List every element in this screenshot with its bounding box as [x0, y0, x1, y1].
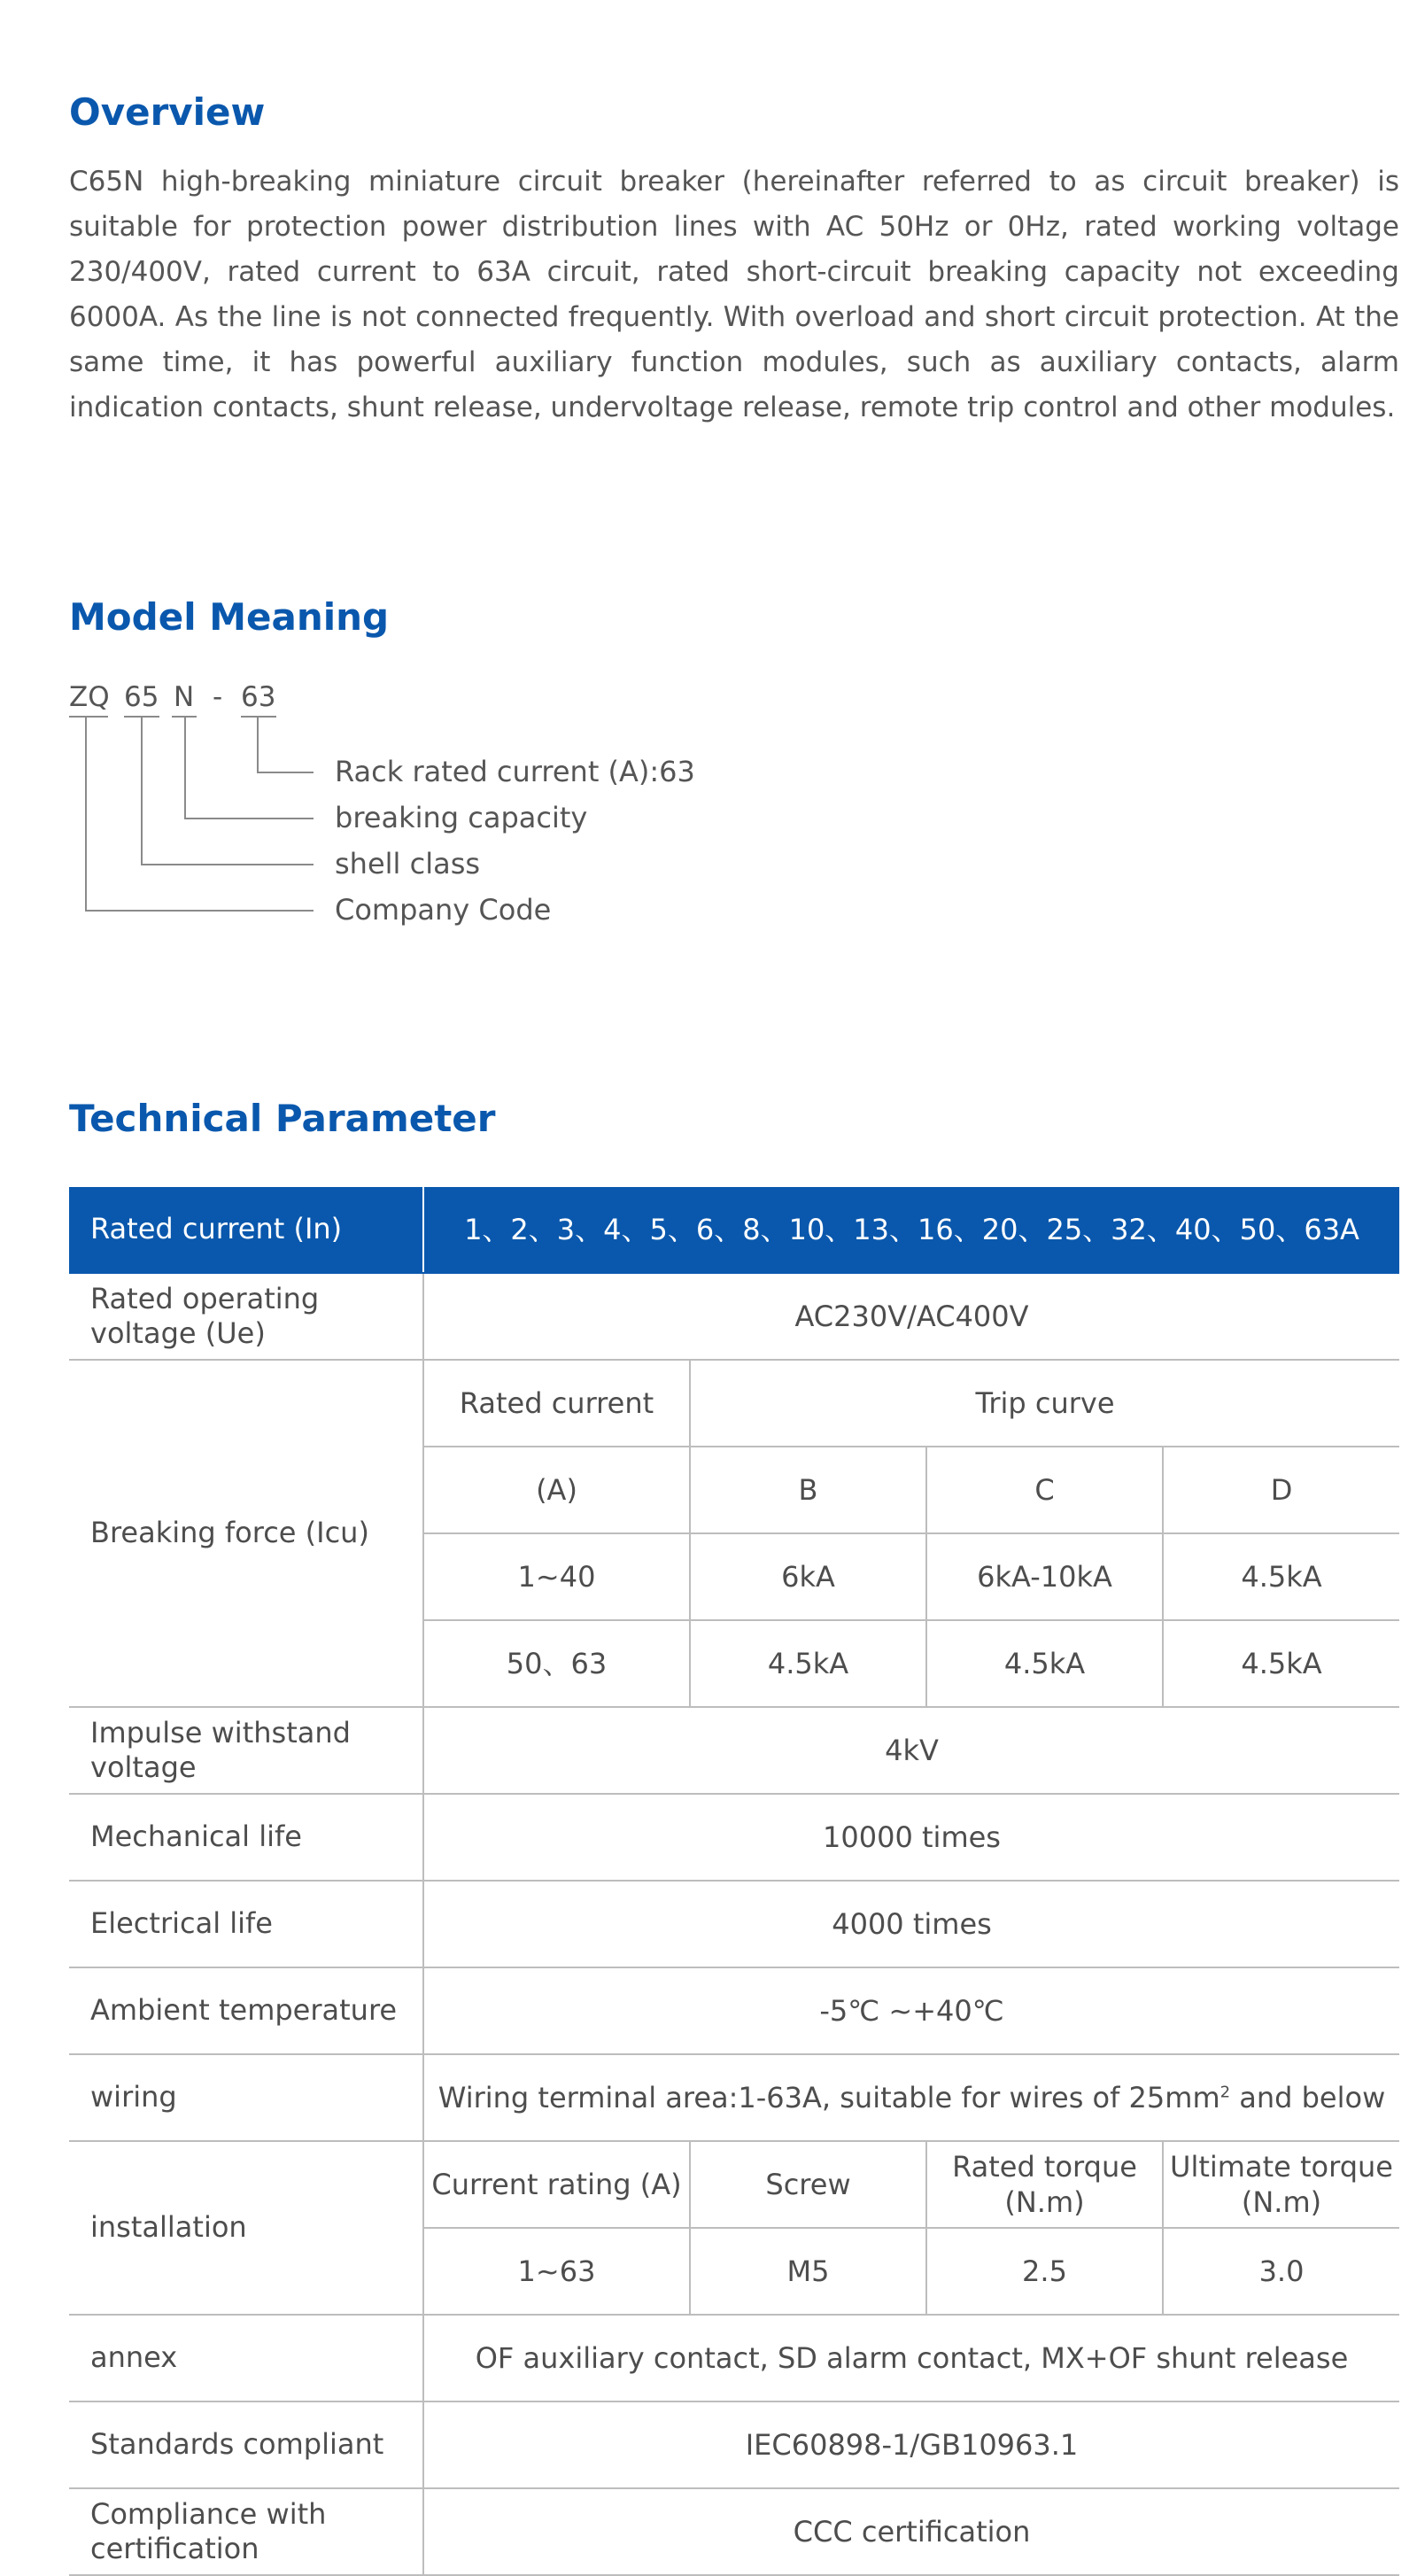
- table-row-ambient: [69, 1967, 1399, 2054]
- model-hline-company: [85, 910, 314, 912]
- breaking-current: 50、63: [423, 1620, 690, 1707]
- breaking-curve-b: B: [690, 1447, 926, 1533]
- table-row-impulse: [69, 1707, 1399, 1794]
- installation-col-rated-torque: Rated torque (N.m): [926, 2141, 1163, 2228]
- installation-screw: M5: [690, 2228, 926, 2315]
- wiring-label: wiring: [69, 2054, 423, 2141]
- technical-parameter-table: [69, 1187, 1399, 2576]
- model-meaning-title: Model Meaning: [69, 595, 390, 639]
- installation-rated-torque: 2.5: [926, 2228, 1163, 2315]
- model-label-shell: shell class: [335, 847, 481, 881]
- wiring-value-text: Wiring terminal area:1-63A, suitable for wires of 25mm: [437, 2081, 1220, 2114]
- ambient-temperature-label: Ambient temperature: [69, 1967, 423, 2054]
- impulse-label: Impulse withstand voltage: [69, 1707, 423, 1794]
- annex-value: OF auxiliary contact, SD alarm contact, MX+OF shunt release: [423, 2315, 1399, 2401]
- table-row-annex: [69, 2315, 1399, 2401]
- model-hline-current: [257, 772, 314, 773]
- model-label-breaking: breaking capacity: [335, 801, 588, 834]
- model-underline-n: [172, 716, 197, 718]
- table-row-installation-header: [69, 2141, 1399, 2228]
- rated-voltage-value: AC230V/AC400V: [423, 1273, 1399, 1360]
- table-row-rated-voltage: [69, 1273, 1399, 1360]
- installation-col-screw: Screw: [690, 2141, 926, 2228]
- impulse-value: 4kV: [423, 1707, 1399, 1794]
- standards-label: Standards compliant: [69, 2401, 423, 2488]
- rated-voltage-label: Rated operating voltage (Ue): [69, 1273, 423, 1360]
- installation-current-rating: 1~63: [423, 2228, 690, 2315]
- certification-label: Compliance with certification: [69, 2488, 423, 2575]
- breaking-force-label: Breaking force (Icu): [69, 1360, 423, 1707]
- table-row-rated-current: [69, 1187, 1399, 1273]
- annex-label: annex: [69, 2315, 423, 2401]
- wiring-value-suffix: and below: [1230, 2081, 1386, 2114]
- installation-label: installation: [69, 2141, 423, 2315]
- installation-col-ultimate-torque: Ultimate torque (N.m): [1163, 2141, 1399, 2228]
- certification-value: CCC certification: [423, 2488, 1399, 2575]
- table-row-wiring: [69, 2054, 1399, 2141]
- table-row-certification: [69, 2488, 1399, 2575]
- breaking-unit: (A): [423, 1447, 690, 1533]
- model-code-breaking: N: [174, 681, 195, 713]
- model-label-company: Company Code: [335, 893, 552, 927]
- table-row-breaking-header: [69, 1360, 1399, 1447]
- table-row-mechanical: [69, 1794, 1399, 1881]
- electrical-life-label: Electrical life: [69, 1881, 423, 1967]
- electrical-life-value: 4000 times: [423, 1881, 1399, 1967]
- breaking-value-c: 6kA-10kA: [926, 1533, 1163, 1620]
- wiring-superscript: 2: [1220, 2083, 1231, 2102]
- overview-text: C65N high-breaking miniature circuit breaker (hereinafter referred to as circuit breaker) is suitable for protection power distribution lines with AC 50Hz or 0Hz, rated working voltage 230/400V, rated current to 63A circuit, rated short-circuit breaking capacity not exceeding 6000A. As the line is not connected frequently. With overload and short circuit protection. At the same time, it has powerful auxiliary function modules, such as auxiliary contacts, alarm indication contacts, shunt release, undervoltage release, remote trip control and other modules.: [69, 166, 1399, 423]
- breaking-value-d: 4.5kA: [1163, 1620, 1399, 1707]
- model-leader-company: [85, 716, 87, 912]
- breaking-curve-d: D: [1163, 1447, 1399, 1533]
- breaking-value-d: 4.5kA: [1163, 1533, 1399, 1620]
- model-code-company: ZQ: [69, 681, 110, 713]
- model-underline-63: [241, 716, 276, 718]
- model-hline-shell: [141, 864, 314, 865]
- model-code-shell: 65: [124, 681, 159, 713]
- model-label-current: Rack rated current (A):63: [335, 755, 695, 788]
- breaking-col-trip-curve: Trip curve: [690, 1360, 1399, 1447]
- rated-current-value: 1、2、3、4、5、6、8、10、13、16、20、25、32、40、50、63A: [423, 1187, 1399, 1273]
- installation-col-current-rating: Current rating (A): [423, 2141, 690, 2228]
- ambient-temperature-value: -5℃ ~+40℃: [423, 1967, 1399, 2054]
- model-code-current: 63: [241, 681, 276, 713]
- breaking-col-rated-current: Rated current: [423, 1360, 690, 1447]
- overview-title: Overview: [69, 90, 266, 134]
- technical-parameter-title: Technical Parameter: [69, 1097, 496, 1140]
- wiring-value: [423, 2054, 1399, 2141]
- model-leader-breaking: [184, 716, 186, 819]
- breaking-curve-c: C: [926, 1447, 1163, 1533]
- breaking-value-b: 4.5kA: [690, 1620, 926, 1707]
- mechanical-life-value: 10000 times: [423, 1794, 1399, 1881]
- breaking-value-c: 4.5kA: [926, 1620, 1163, 1707]
- model-underline-zq: [69, 716, 108, 718]
- installation-ultimate-torque: 3.0: [1163, 2228, 1399, 2315]
- model-hline-breaking: [184, 818, 314, 819]
- model-underline-65: [124, 716, 159, 718]
- model-leader-current: [257, 716, 259, 773]
- table-row-standards: [69, 2401, 1399, 2488]
- table-row-electrical: [69, 1881, 1399, 1967]
- model-code-dash: -: [213, 681, 223, 713]
- breaking-current: 1~40: [423, 1533, 690, 1620]
- model-leader-shell: [141, 716, 143, 865]
- breaking-value-b: 6kA: [690, 1533, 926, 1620]
- mechanical-life-label: Mechanical life: [69, 1794, 423, 1881]
- standards-value: IEC60898-1/GB10963.1: [423, 2401, 1399, 2488]
- rated-current-label: Rated current (In): [69, 1187, 423, 1273]
